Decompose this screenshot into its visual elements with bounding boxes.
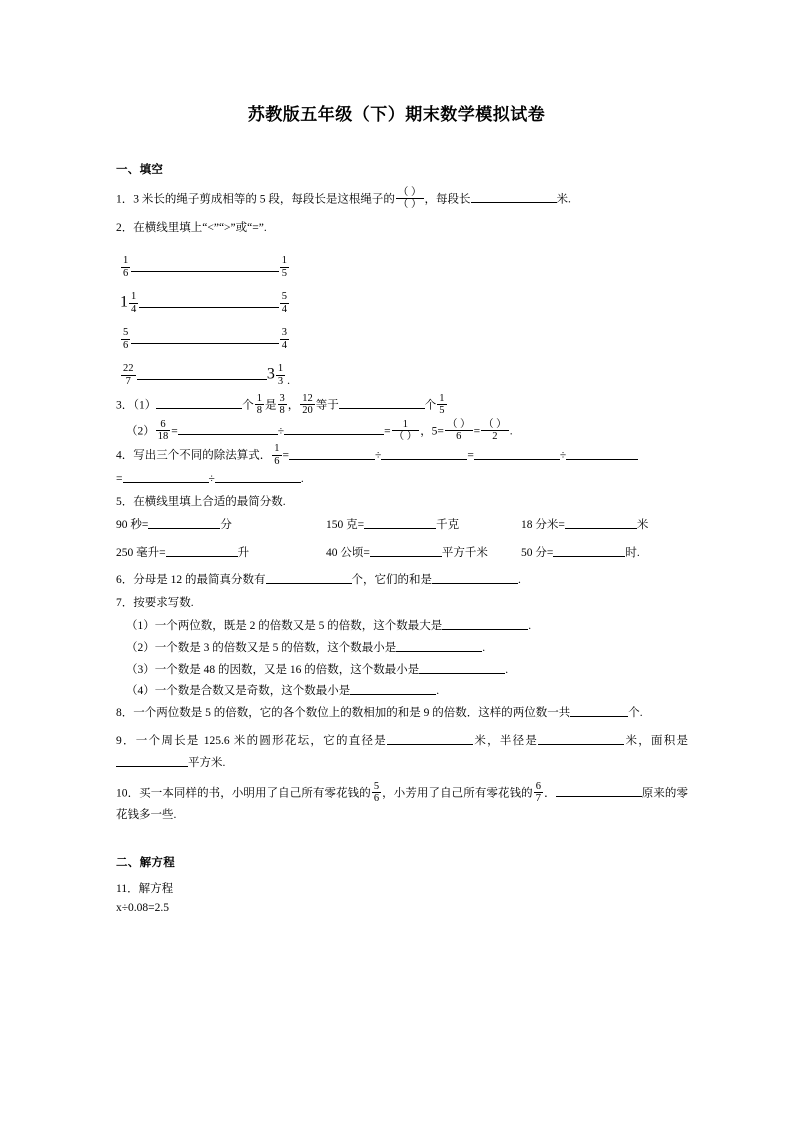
denominator: 4	[281, 339, 287, 351]
q5-item-4-blank[interactable]	[166, 546, 238, 558]
denominator: 8	[256, 405, 262, 417]
q10-text-c: ．	[544, 787, 556, 800]
q3-p1-blank-1[interactable]	[156, 398, 242, 410]
q7-sub2-text: 一个数是 3 的倍数又是 5 的倍数，这个数最小是	[154, 641, 397, 654]
q10-blank[interactable]	[556, 786, 642, 798]
q2-row3-blank[interactable]	[131, 342, 279, 344]
q6-text-b: 个，它们的和是	[351, 573, 432, 586]
q3-p1-fraction-2	[278, 393, 287, 417]
q5-unit-conversion-grid	[116, 517, 688, 561]
numerator: 1	[439, 392, 445, 404]
q3-p1-fraction-4	[437, 393, 446, 417]
q5-item-1-blank[interactable]	[148, 518, 220, 530]
q5-prompt: 在横线里填上合适的最简分数.	[133, 496, 286, 509]
question-8	[116, 703, 688, 724]
q2-row1-blank[interactable]	[131, 270, 279, 272]
q1-fraction	[396, 187, 424, 211]
q2-row1-right-fraction	[280, 255, 289, 279]
q6-blank-1[interactable]	[266, 572, 352, 584]
question-1	[116, 187, 688, 211]
q4-blank-5[interactable]	[123, 471, 209, 483]
q7-sub1-tail: .	[528, 620, 532, 633]
q2-comparison-block	[120, 243, 688, 387]
q4-blank-1[interactable]	[289, 448, 375, 460]
question-9	[116, 731, 688, 774]
numerator: （ ）	[446, 418, 471, 430]
q2-number: 2．	[116, 221, 134, 234]
q5-item-3	[521, 517, 688, 534]
numerator: 5	[373, 780, 380, 792]
q4-div-2: ÷	[559, 449, 567, 462]
q7-sub3-blank[interactable]	[419, 662, 505, 674]
q4-blank-6[interactable]	[215, 471, 301, 483]
q5-item-4	[116, 545, 326, 562]
question-11-equation: x÷0.08=2.5	[116, 902, 170, 915]
q4-eq-1: =	[282, 449, 289, 462]
denominator: 4	[281, 303, 287, 315]
q9-number: 9．	[116, 735, 136, 748]
question-3-part-2	[116, 419, 688, 443]
q9-text-b: 米，半径是	[473, 735, 539, 748]
question-7-sub-3	[116, 660, 688, 681]
whole-part: 3	[266, 365, 275, 383]
q5-item-4-lead: 250 毫升=	[116, 547, 166, 560]
q2-row1-left-fraction	[121, 255, 130, 279]
q3-p1-t3: ，	[287, 399, 300, 412]
denominator: （ ）	[393, 430, 418, 442]
q9-text-e: 平方米.	[188, 756, 226, 769]
q4-eq-3: =	[116, 472, 123, 485]
q3-p1-t4: 等于	[315, 399, 339, 412]
numerator: 1	[256, 392, 262, 404]
q7-sub3-tail: .	[505, 663, 509, 676]
q4-blank-2[interactable]	[381, 448, 467, 460]
q5-item-2-blank[interactable]	[364, 518, 436, 530]
numerator: 1	[277, 363, 284, 375]
numerator: 1	[123, 255, 129, 267]
q3-p2-op4: =	[473, 424, 481, 437]
q11-text: 解方程	[138, 882, 174, 895]
q2-row2-left-mixed-number	[120, 291, 139, 315]
q3-p2-op3: =	[384, 424, 391, 437]
q3-p2-blank-2[interactable]	[284, 423, 384, 435]
q4-fraction	[272, 443, 281, 467]
q2-row4-right-mixed-number	[267, 363, 286, 387]
q7-sub1-blank[interactable]	[442, 619, 528, 631]
q7-sub3-label: （3）	[126, 663, 155, 676]
numerator: 1	[402, 418, 408, 430]
q8-text: 一个两位数是 5 的倍数，它的各个数位上的数相加的和是 9 的倍数．这样的两位数一共	[133, 707, 571, 720]
denominator: 6	[373, 793, 380, 805]
fraction-part	[276, 363, 285, 387]
q4-number: 4．	[116, 449, 134, 462]
q10-fraction-1	[372, 781, 381, 805]
fraction-part	[129, 291, 138, 315]
question-4-continued	[116, 469, 688, 490]
q1-number: 1．	[116, 193, 134, 206]
q7-sub2-label: （2）	[126, 641, 155, 654]
question-10	[116, 781, 688, 826]
q10-text-b: ，小芳用了自己所有零花钱的	[382, 787, 533, 800]
q5-item-1-unit: 分	[220, 519, 232, 532]
denominator: 18	[157, 430, 169, 442]
q4-blank-3[interactable]	[474, 448, 560, 460]
q2-row2-blank[interactable]	[139, 306, 279, 308]
q5-item-2	[326, 517, 505, 534]
q3-p1-blank-2[interactable]	[339, 398, 425, 410]
numerator: 12	[302, 392, 313, 404]
q5-item-2-lead: 150 克=	[326, 519, 365, 532]
q5-item-3-unit: 米	[636, 519, 649, 532]
q6-text-a: 分母是 12 的最简真分数有	[133, 573, 266, 586]
q1-fraction-denominator: （ ）	[397, 199, 422, 211]
q3-p1-fraction-1	[255, 393, 264, 417]
q5-item-6-blank[interactable]	[553, 546, 625, 558]
q5-item-2-unit: 千克	[436, 519, 460, 532]
q4-blank-4[interactable]	[566, 448, 638, 460]
numerator: 1	[274, 443, 280, 455]
q9-text-d: 面积是	[650, 735, 689, 748]
numerator: 1	[281, 255, 287, 267]
q3-p1-t2: 是	[265, 399, 277, 412]
q2-row4-left-fraction	[121, 363, 136, 387]
section-heading-fill-in-blank: 一、填空	[116, 164, 164, 176]
q10-fraction-2	[534, 781, 543, 805]
q3-p2-fraction-3	[445, 419, 473, 443]
q9-blank-3[interactable]	[116, 755, 188, 767]
q2-prompt: 在横线里填上“<”“>”或“=”.	[133, 221, 267, 234]
q5-number: 5．	[116, 496, 134, 509]
q3-p2-op1: =	[171, 424, 178, 437]
q5-item-4-unit: 升	[237, 547, 250, 560]
q3-p1-fraction-3	[300, 393, 315, 417]
q2-comparison-row	[120, 279, 290, 315]
q5-item-5	[326, 545, 505, 562]
q3-p1-t5: 个	[424, 399, 437, 412]
q2-comparison-row	[120, 243, 290, 279]
q5-item-5-unit: 平方千米	[441, 547, 488, 560]
q3-p2-op2: ÷	[277, 424, 285, 437]
q7-sub1-text: 一个两位数，既是 2 的倍数又是 5 的倍数，这个数最大是	[154, 620, 443, 633]
q1-fraction-numerator: （ ）	[397, 187, 422, 198]
q1-blank-1[interactable]	[471, 192, 557, 204]
q3-p2-blank-1[interactable]	[178, 423, 278, 435]
denominator: 6	[123, 267, 129, 279]
numerator: 22	[123, 363, 134, 375]
page-title: 苏教版五年级（下）期末数学模拟试卷	[247, 105, 546, 124]
denominator: 8	[279, 405, 285, 417]
denominator: 20	[302, 405, 313, 417]
question-4	[116, 443, 688, 467]
q8-tail: 个.	[628, 707, 643, 720]
q11-number: 11．	[116, 882, 139, 895]
question-7-sub-1	[116, 616, 688, 637]
q7-sub4-tail: .	[436, 685, 440, 698]
numerator: 3	[279, 392, 285, 404]
q1-text-a: 3 米长的绳子剪成相等的 5 段，每段长是这根绳子的	[133, 193, 395, 206]
numerator: （ ）	[483, 418, 507, 430]
q7-sub3-text: 一个数是 48 的因数，又是 16 的倍数，这个数最小是	[154, 663, 420, 676]
q7-prompt: 按要求写数.	[133, 597, 194, 610]
q7-sub4-label: （4）	[126, 685, 155, 698]
denominator: 4	[131, 303, 137, 315]
numerator: 3	[281, 327, 287, 339]
q3-number: 3．	[116, 399, 134, 412]
q5-item-6-lead: 50 分=	[521, 547, 554, 560]
q2-comparison-row	[120, 351, 290, 387]
q5-item-3-blank[interactable]	[565, 518, 637, 530]
q6-number: 6．	[116, 573, 134, 586]
q3-p2-t2: .	[509, 424, 513, 437]
q4-tail: .	[300, 472, 304, 485]
q4-eq-2: =	[467, 449, 474, 462]
q7-sub2-blank[interactable]	[396, 640, 482, 652]
numerator: 6	[535, 780, 542, 792]
q7-sub2-tail: .	[482, 641, 486, 654]
q5-item-5-blank[interactable]	[370, 546, 442, 558]
q5-item-6-unit: 时.	[625, 547, 640, 560]
q9-text-a: 一个周长是 125.6 米的圆形花坛，它的直径是	[135, 735, 388, 748]
q1-text-b: ，每段长	[424, 193, 471, 206]
denominator: 6	[123, 339, 129, 351]
q5-item-3-lead: 18 分米=	[521, 519, 565, 532]
q4-text: 写出三个不同的除法算式．	[133, 449, 272, 462]
numerator: 5	[281, 291, 287, 303]
section-heading-solve-equations: 二、解方程	[116, 856, 175, 869]
q7-sub1-label: （1）	[126, 620, 155, 633]
q5-item-1-lead: 90 秒=	[116, 519, 149, 532]
question-3-part-1	[116, 393, 688, 417]
denominator: 6	[445, 430, 473, 442]
q2-row4-period: .	[287, 374, 290, 387]
q9-blank-2[interactable]	[538, 734, 624, 746]
denominator: 7	[121, 375, 136, 387]
q3-p2-fraction-1	[156, 419, 171, 443]
q9-text-c: 米，	[624, 735, 651, 748]
q2-row2-right-fraction	[280, 291, 289, 315]
question-7	[116, 593, 688, 614]
question-2	[116, 218, 688, 239]
question-7-sub-2	[116, 638, 688, 659]
q3-p2-t1: ，5=	[420, 424, 444, 437]
q4-div-1: ÷	[375, 449, 382, 462]
q3-p2-label: （2）	[126, 424, 155, 437]
q6-blank-2[interactable]	[432, 572, 518, 584]
q10-text-d: 原来的零花钱多一些.	[116, 787, 689, 821]
q5-item-1	[116, 517, 326, 534]
q7-sub4-text: 一个数是合数又是奇数，这个数最小是	[154, 685, 351, 698]
q3-p1-t1: 个	[242, 399, 254, 412]
q6-text-c: .	[518, 573, 521, 586]
q8-number: 8．	[116, 707, 134, 720]
question-7-sub-4	[116, 681, 688, 702]
numerator: 5	[123, 327, 129, 339]
q7-sub4-blank[interactable]	[350, 684, 436, 696]
q10-text-a: 买一本同样的书，小明用了自己所有零花钱的	[139, 787, 371, 800]
q10-number: 10．	[116, 787, 140, 800]
q2-comparison-row	[120, 315, 290, 351]
q9-blank-1[interactable]	[387, 734, 473, 746]
q3-p2-fraction-2	[392, 419, 420, 443]
q7-number: 7．	[116, 597, 134, 610]
q8-blank[interactable]	[570, 705, 628, 717]
denominator: 7	[535, 793, 542, 805]
numerator: 1	[131, 291, 137, 303]
document-body	[0, 161, 793, 919]
q2-row3-right-fraction	[280, 327, 289, 351]
question-6	[116, 570, 688, 591]
numerator: 6	[160, 418, 166, 430]
question-11	[116, 880, 688, 900]
denominator: 2	[481, 430, 509, 442]
question-5	[116, 492, 688, 513]
q3-p1-label: （1）	[133, 399, 157, 412]
q1-text-c: 米.	[556, 193, 571, 206]
q5-item-5-lead: 40 公顷=	[326, 547, 370, 560]
q3-p2-fraction-4	[481, 419, 509, 443]
q5-item-6	[521, 545, 688, 562]
denominator: 3	[277, 375, 284, 387]
whole-part: 1	[120, 293, 128, 311]
denominator: 5	[439, 405, 445, 417]
q2-row4-blank[interactable]	[137, 378, 267, 380]
q2-row3-left-fraction	[121, 327, 130, 351]
denominator: 6	[274, 455, 280, 467]
denominator: 5	[281, 267, 287, 279]
q4-div-3: ÷	[208, 472, 215, 485]
